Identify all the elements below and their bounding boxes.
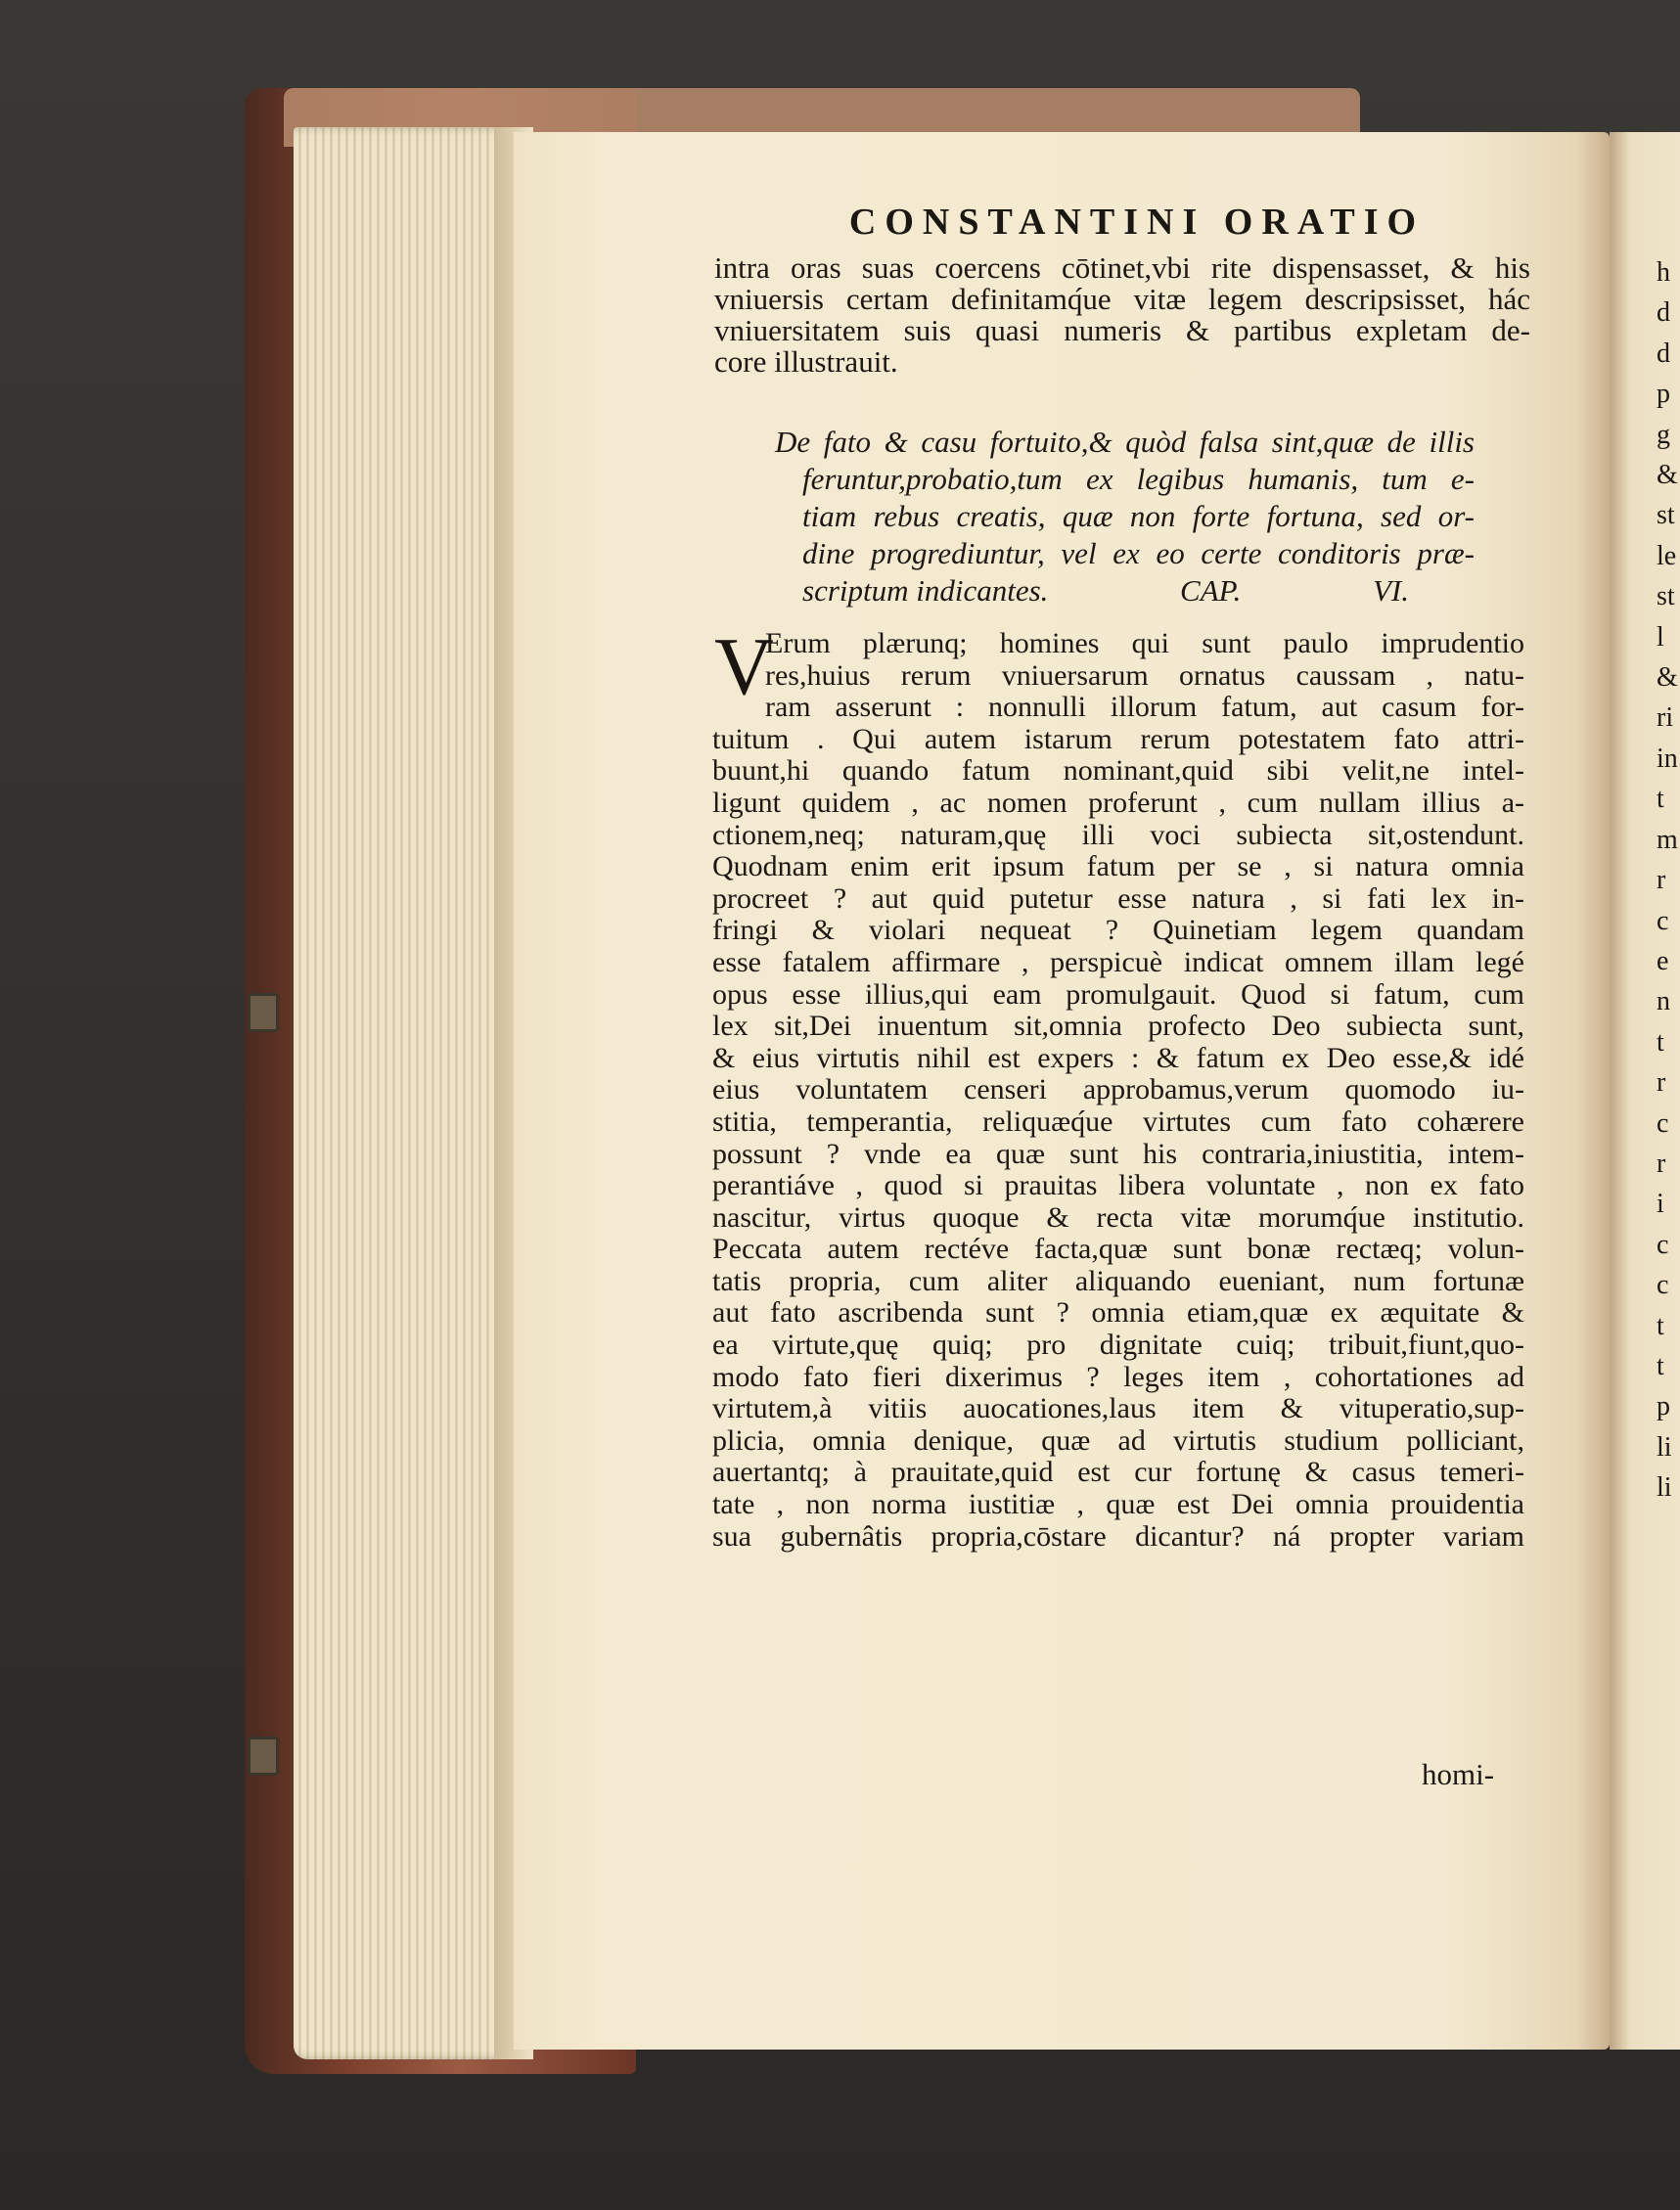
chapter-heading — [775, 424, 1475, 609]
body-line: lex sit,Dei inuentum sit,omnia profecto Deo subiecta sunt, — [712, 1010, 1524, 1043]
body-line: ea virtute,quę quiq; pro dignitate cuiq; tribuit,fiunt,quo- — [712, 1329, 1524, 1362]
next-page-text-fragments — [1657, 252, 1680, 1509]
next-page-fragment: st — [1657, 581, 1675, 612]
body-line: res,huius rerum vniuersarum ornatus caussam , natu- — [765, 658, 1524, 692]
heading-line: dine progrediuntur, vel ex eo certe conditoris præ- — [802, 536, 1475, 570]
body-line: perantiáve , quod si prauitas libera voluntate , non ex fato — [712, 1169, 1524, 1202]
body-line: eius voluntatem censeri approbamus,verum quomodo iu- — [712, 1073, 1524, 1106]
next-page-fragment: li — [1657, 1472, 1672, 1504]
body-line: auertantq; à prauitate,quid est cur fortunę & casus temeri- — [712, 1456, 1524, 1489]
chapter-body — [712, 621, 1524, 1553]
next-page-fragment: le — [1657, 540, 1677, 571]
body-line: Erum plærunq; homines qui sunt paulo imprudentio — [765, 627, 1524, 659]
intro-line: intra oras suas coercens cōtinet,vbi rite dispensasset, & his — [714, 250, 1530, 285]
next-page-fragment: n — [1657, 986, 1670, 1017]
next-page-fragment: d — [1657, 297, 1670, 329]
body-line: esse fatalem affirmare , perspicuè indicat omnem illam legé — [712, 945, 1524, 978]
drop-initial: V — [714, 621, 774, 712]
next-page-fragment: p — [1657, 1391, 1670, 1422]
body-line: ligunt quidem , ac nomen proferunt , cum nullam illius a- — [712, 786, 1524, 819]
clasp-lower — [248, 1736, 279, 1776]
heading-final-line — [775, 572, 1409, 609]
intro-paragraph — [714, 252, 1530, 378]
next-page-fragment: r — [1657, 1067, 1666, 1099]
intro-line: vniuersitatem suis quasi numeris & partibus expletam de- — [714, 313, 1530, 347]
chapter-number: VI. — [1372, 573, 1409, 608]
heading-line: tiam rebus creatis, quæ non forte fortuna, sed or- — [802, 499, 1475, 533]
body-line: virtutem,à vitiis auocationes,laus item & vituperatio,sup- — [712, 1392, 1524, 1425]
body-line: buunt,hi quando fatum nominant,quid sibi velit,ne intel- — [712, 754, 1524, 788]
body-line: modo fato fieri dixerimus ? leges item , cohortationes ad — [712, 1360, 1524, 1393]
body-line: ram asserunt : nonnulli illorum fatum, aut casum for- — [765, 691, 1524, 724]
heading-final-text: scriptum indicantes. — [802, 573, 1049, 608]
body-line: opus esse illius,qui eam promulgauit. Quod si fatum, cum — [712, 977, 1524, 1011]
next-page-fragment: p — [1657, 379, 1670, 410]
next-page-fragment: c — [1657, 905, 1669, 936]
body-line: nascitur, virtus quoque & recta vitæ morumq́ue institutio. — [712, 1200, 1524, 1234]
next-page-fragment: & — [1657, 662, 1678, 694]
heading-line: De fato & casu fortuito,& quòd falsa sint,quæ de illis — [775, 425, 1475, 459]
page-edges — [294, 127, 514, 2059]
next-page-fragment: l — [1657, 621, 1664, 653]
next-page-fragment: t — [1657, 784, 1664, 815]
body-line: procreet ? aut quid putetur esse natura , si fati lex in- — [712, 881, 1524, 915]
next-page-fragment: in — [1657, 743, 1678, 774]
body-line: sua gubernâtis propria,cōstare dicantur? ná propter variam — [712, 1519, 1524, 1553]
next-page-fragment: c — [1657, 1107, 1669, 1139]
next-page-fragment: ri — [1657, 702, 1674, 734]
body-line: Quodnam enim erit ipsum fatum per se , si natura omnia — [712, 850, 1524, 883]
next-page-fragment: & — [1657, 460, 1678, 491]
next-page-fragment: r — [1657, 865, 1666, 896]
body-line: & eius virtutis nihil est expers : & fatum ex Deo esse,& idé — [712, 1041, 1524, 1074]
next-page-fragment: m — [1657, 824, 1678, 855]
next-page-fragment: st — [1657, 500, 1675, 531]
clasp-upper — [248, 993, 279, 1032]
body-line: plicia, omnia denique, quæ ad virtutis studium polliciant, — [712, 1423, 1524, 1457]
catchword: homi- — [1422, 1757, 1495, 1791]
chapter-label: CAP. — [1180, 573, 1242, 608]
body-line: fringi & violari nequeat ? Quinetiam legem quandam — [712, 914, 1524, 947]
next-page-fragment: i — [1657, 1189, 1664, 1220]
body-line: tuitum . Qui autem istarum rerum potestatem fato attri- — [712, 722, 1524, 755]
next-page-fragment: g — [1657, 419, 1670, 450]
body-line: stitia, temperantia, reliquæq́ue virtutes cum fato cohærere — [712, 1105, 1524, 1138]
body-line: Peccata autem rectéve facta,quæ sunt bonæ rectæq; volun- — [712, 1233, 1524, 1266]
next-page-fragment: c — [1657, 1270, 1669, 1301]
next-page-fragment: c — [1657, 1229, 1669, 1260]
next-page-fragment: h — [1657, 257, 1670, 288]
body-line: tatis propria, cum aliter aliquando eueniant, num fortunæ — [712, 1264, 1524, 1297]
intro-line: core illustrauit. — [714, 344, 898, 379]
next-page-fragment: r — [1657, 1148, 1666, 1179]
next-page-fragment: li — [1657, 1431, 1672, 1463]
body-line: aut fato ascribenda sunt ? omnia etiam,quæ ex æquitate & — [712, 1296, 1524, 1330]
next-page-fragment: t — [1657, 1026, 1664, 1058]
heading-line: feruntur,probatio,tum ex legibus humanis, tum e- — [802, 462, 1475, 496]
next-page-fragment: e — [1657, 945, 1669, 976]
body-line: ctionem,neq; naturam,quę illi voci subiecta sit,ostendunt. — [712, 818, 1524, 851]
running-head: CONSTANTINI ORATIO — [848, 202, 1426, 243]
body-line: tate , non norma iustitiæ , quæ est Dei omnia prouidentia — [712, 1488, 1524, 1521]
next-page-fragment: t — [1657, 1310, 1664, 1341]
next-page-fragment: t — [1657, 1350, 1664, 1381]
body-line: possunt ? vnde ea quæ sunt his contraria,iniustitia, intem- — [712, 1137, 1524, 1170]
next-page-fragment: d — [1657, 338, 1670, 369]
intro-line: vniuersis certam definitamq́ue vitæ legem descripsisset, hác — [714, 282, 1530, 316]
